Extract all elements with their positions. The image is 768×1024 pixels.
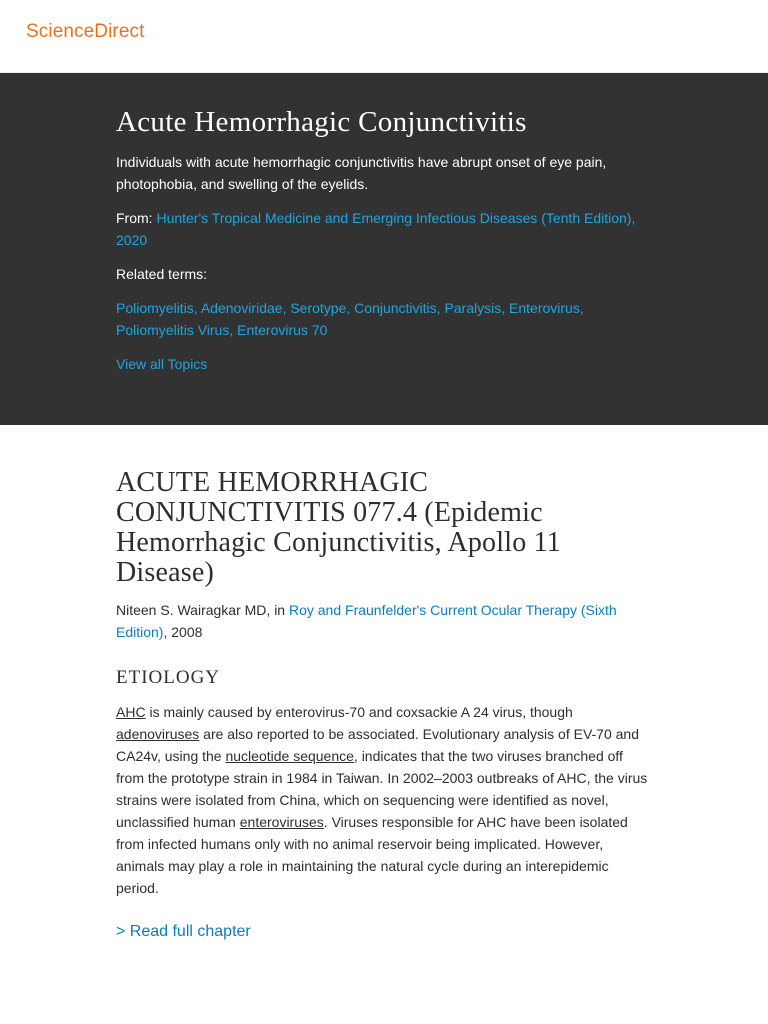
article-snippet [0, 425, 768, 941]
link-adenoviruses[interactable]: adenoviruses [116, 726, 200, 742]
publication-year: , 2008 [163, 624, 203, 640]
related-term-link[interactable]: Poliomyelitis [116, 300, 194, 316]
topic-description: Individuals with acute hemorrhagic conjunctivitis have abrupt onset of eye pain, photophobia, and swelling of the eyelids. [116, 154, 607, 192]
author: Niteen S. Wairagkar MD, in [116, 602, 286, 618]
from-label: From: [116, 210, 153, 226]
body-text-2: are also reported to be associated. Evolutionary analysis of EV-70 and CA24v, using the [116, 726, 639, 764]
related-terms-list [116, 297, 652, 341]
byline [116, 599, 652, 643]
term-separator: , [282, 300, 291, 316]
sciencedirect-logo[interactable]: ScienceDirect [26, 21, 145, 42]
topic-title: Acute Hemorrhagic Conjunctivitis [116, 106, 527, 138]
related-term-link[interactable]: Serotype [290, 300, 347, 316]
chapter-title[interactable]: ACUTE HEMORRHAGIC CONJUNCTIVITIS 077.4 (Epidemic Hemorrhagic Conjunctivitis, Apollo 11 Disease) [116, 467, 561, 588]
term-separator: , [346, 300, 355, 316]
link-nucleotide-sequence[interactable]: nucleotide sequence [225, 748, 354, 764]
section-heading: ETIOLOGY [116, 667, 221, 688]
related-term-link[interactable]: Enterovirus 70 [237, 322, 328, 338]
term-separator: , [229, 322, 238, 338]
section-body [116, 701, 652, 899]
top-bar [0, 0, 768, 73]
term-separator: , [579, 300, 584, 316]
link-enteroviruses[interactable]: enteroviruses [239, 814, 324, 830]
topic-summary-panel [0, 73, 768, 425]
topic-source [116, 207, 652, 251]
related-term-link[interactable]: Enterovirus [509, 300, 580, 316]
body-text-1: is mainly caused by enterovirus-70 and coxsackie A 24 virus, though [145, 704, 573, 720]
related-term-link[interactable]: Paralysis [444, 300, 502, 316]
related-term-link[interactable]: Conjunctivitis [354, 300, 437, 316]
term-separator: , [193, 300, 201, 316]
related-term-link[interactable]: Poliomyelitis Virus [116, 322, 230, 338]
related-terms-label: Related terms: [116, 266, 208, 282]
link-ahc[interactable]: AHC [116, 704, 146, 720]
term-separator: , [436, 300, 445, 316]
body-text-4: . Viruses responsible for AHC have been isolated from infected humans only with no animal reservoir being implicated. However, animals may play a role in maintaining the natural cycle during an interepidemic period. [116, 814, 628, 896]
term-separator: , [501, 300, 510, 316]
book-link[interactable]: Roy and Fraunfelder's Current Ocular Therapy (Sixth Edition) [116, 602, 617, 640]
body-text-3: , indicates that the two viruses branched off from the prototype strain in 1984 in Taiwan. In 2002–2003 outbreaks of AHC, the virus strains were isolated from China, which on sequencing were identified as novel, unclassified human [116, 748, 648, 830]
read-full-chapter-link[interactable]: > Read full chapter [116, 923, 251, 940]
related-term-link[interactable]: Adenoviridae [200, 300, 283, 316]
source-link[interactable]: Hunter's Tropical Medicine and Emerging Infectious Diseases (Tenth Edition), 2020 [116, 210, 636, 248]
view-all-topics-link[interactable]: View all Topics [116, 356, 208, 372]
